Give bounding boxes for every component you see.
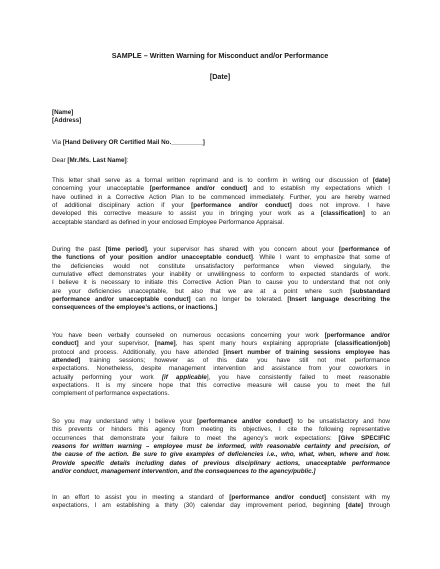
letter-date: [Date]	[209, 72, 231, 81]
recipient-block	[52, 109, 390, 126]
recipient-name: [Name]	[52, 109, 74, 116]
delivery-method: [Hand Delivery OR Certified Mail No._________]	[62, 139, 205, 146]
paragraph-reprimand: This letter shall serve as a formal written reprimand and is to confirm in writing our discussion of [date] concerning your unacceptable [performance and/or conduct] and to establish my expectations which I have outlined in a Corrective Action Plan to be commenced immediately. Further, you are hereby warned of additional disciplinary action if your [performance and/or conduct] does not improve. I have developed this corrective measure to assist you in bringing your work as a [classification] to an acceptable standard as defined in your enclosed Employee Performance Appraisal.	[52, 177, 390, 226]
salutation-name: [Mr./Ms. Last Name]	[67, 157, 127, 164]
recipient-address: [Address]	[52, 117, 82, 125]
delivery-line: Via [Hand Delivery OR Certified Mail No._________]	[52, 139, 205, 146]
paragraph-counseling: You have been verbally counseled on numerous occasions concerning your work [performance and/or conduct] and your supervisor, [name], has spent many hours explaining appropriate [classification/job] protocol and process. Additionally, you have attended [insert number of training sessions employee has attended] training sessions; however as of this date you have still not met performance expectations. Nonetheless, despite management intervention and assistance from your coworkers in actually performing your work [if applicable], you have consistently failed to meet reasonable expectations. It is my sincere hope that this corrective measure will cause you to meet the full complement of performance expectations.	[52, 332, 390, 398]
paragraph-occurrences: So you may understand why I believe your [performance and/or conduct] to be unsatisfactory and how this prevents or hinders this agency from meeting its objectives, I cite the following representative occurrences that demonstrate your failure to meet the agency’s work expectations: [Give SPECIFIC reasons for written warning – employee must be informed, with reasonable certainty and precision, of the cause of the action. Be sure to give examples of deficiencies i.e., who, what, when, where and how. Provide specific details including dates of previous disciplinary actions, unacceptable performance and/or conduct, management intervention, and the consequences to the agency/public.]	[52, 418, 390, 476]
document-title: SAMPLE – Written Warning for Misconduct and/or Performance	[111, 51, 329, 60]
paragraph-improvement-period: In an effort to assist you in meeting a standard of [performance and/or conduct] consistent with my expectations, I am establishing a thirty (30) calendar day improvement period, beginning [date] through	[52, 494, 391, 510]
paragraph-concerns: During the past [time period], your supervisor has shared with you concern about your [performance of the functions of your position and/or unacceptable conduct]. While I want to emphasize that some of the deficiencies would not constitute unsatisfactory performance when viewed singularly, the cumulative effect demonstrates your inability or unwillingness to conform to expected standards of work. I believe it is necessary to initiate this Corrective Action Plan to cause you to understand that not only are your deficiencies unacceptable, but also that we are at a point where such [substandard performance and/or unacceptable conduct] can no longer be tolerated. [Insert language describing the consequences of the employee’s actions, or inactions.]	[52, 246, 390, 312]
salutation: Dear [Mr./Ms. Last Name]:	[52, 157, 129, 164]
